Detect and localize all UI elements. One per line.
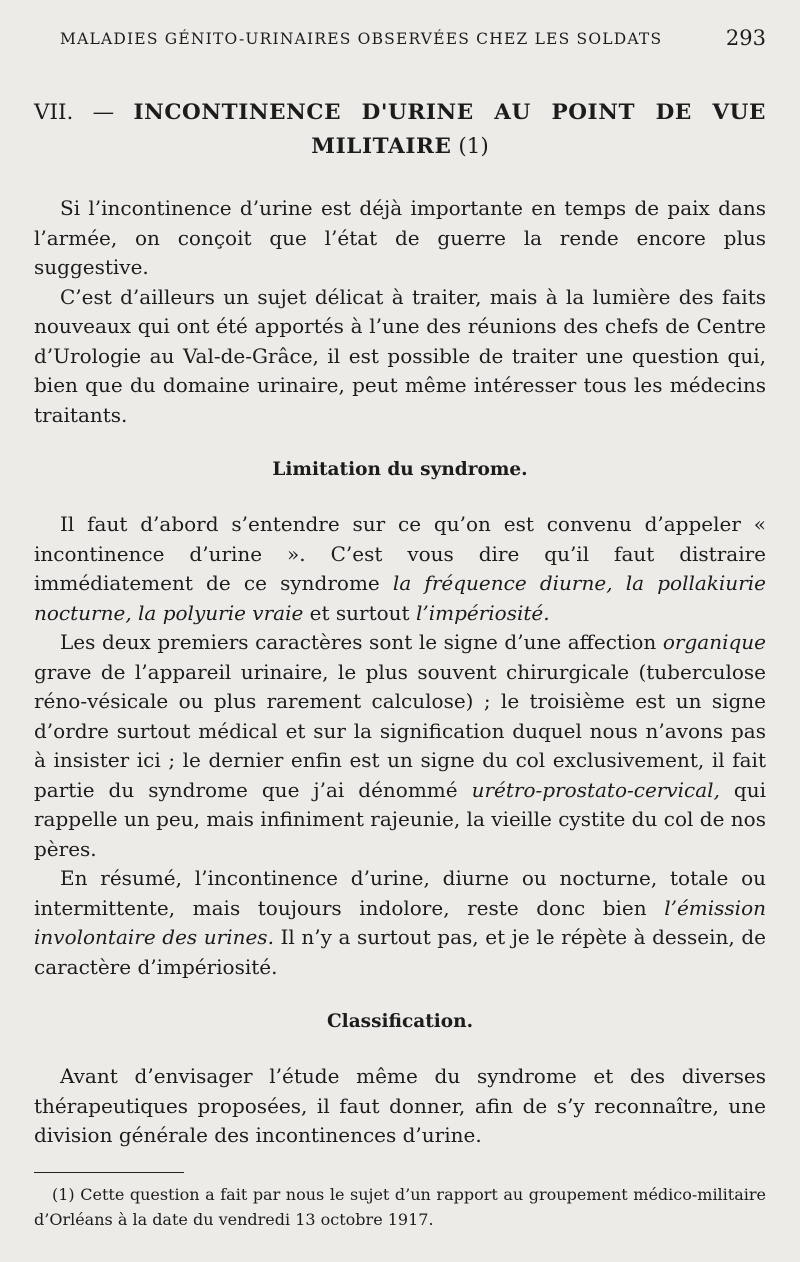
page-number: 293 bbox=[725, 26, 766, 50]
text-run: En résumé, l’incontinence d’urine, diurne ou nocturne, totale ou intermittente, mais toujours indolore, reste donc bien bbox=[34, 866, 766, 920]
text-run: et surtout bbox=[303, 600, 416, 625]
running-title: MALADIES GÉNITO-URINAIRES OBSERVÉES CHEZ LES SOLDATS bbox=[60, 30, 663, 48]
running-head bbox=[60, 26, 766, 50]
footnote-ref: (1) bbox=[458, 134, 489, 159]
footnote bbox=[34, 1182, 766, 1232]
text-run: grave de l’appareil urinaire, le plus souvent chirurgicale (tuberculose réno-vésicale ou plus rarement calculose) ; le troisième est un signe d’ordre surtout médical et sur la signification duquel nous n’avons pas à insister ici ; le dernier enfin est un signe du col exclusivement, il fait partie du syndrome que j’ai dénommé bbox=[34, 659, 766, 802]
chapter-title bbox=[34, 96, 766, 164]
paragraph bbox=[34, 283, 766, 431]
italic-text: organique bbox=[662, 630, 766, 654]
body-text bbox=[34, 194, 766, 1151]
footnote-text: Cette question a fait par nous le sujet d’un rapport au groupement médico-militaire d’Orléans à la date du vendredi 13 octobre 1917. bbox=[34, 1185, 766, 1229]
text-run: C’est d’ailleurs un sujet délicat à traiter, mais à la lumière des faits nouveaux qui ont été apportés à l’une des réunions des chefs de Centre d’Urologie au Val-de-Grâce, il est possible de traiter une question qui, bien que du domaine urinaire, peut même intéresser tous les médecins traitants. bbox=[34, 284, 766, 427]
paragraph bbox=[34, 1062, 766, 1151]
text-run: qui rappelle un peu, mais infiniment rajeunie, la vieille cystite du col de nos pères. bbox=[34, 777, 766, 861]
text-run: Les deux premiers caractères sont le signe d’une affection bbox=[60, 630, 663, 654]
paragraph bbox=[34, 510, 766, 628]
paragraph bbox=[34, 628, 766, 864]
text-run: Avant d’envisager l’étude même du syndrome et des diverses thérapeutiques proposées, il faut donner, afin de s’y reconnaître, une division générale des incontinences d’urine. bbox=[34, 1064, 766, 1147]
footnote-separator bbox=[34, 1172, 184, 1173]
chapter-title-text-2: MILITAIRE bbox=[311, 134, 452, 159]
text-run: Il faut d’abord s’entendre sur ce qu’on est convenu d’appeler « incontinence d’urine ». C’est vous dire qu’il faut distraire immédiatement de ce syndrome bbox=[34, 512, 766, 595]
chapter-title-text-1: INCONTINENCE D'URINE AU POINT DE VUE bbox=[133, 100, 766, 125]
section-heading-limitation: Limitation du syndrome. bbox=[272, 459, 528, 480]
chapter-title-line-2 bbox=[34, 130, 766, 164]
italic-text: l’émission involontaire des urines. bbox=[34, 895, 766, 949]
paragraph bbox=[34, 864, 766, 982]
chapter-title-line-1 bbox=[34, 96, 766, 130]
footnote-marker: (1) bbox=[52, 1185, 75, 1204]
text-run: Si l’incontinence d’urine est déjà importante en temps de paix dans l’armée, on conçoit que l’état de guerre la rende encore plus suggestive. bbox=[34, 196, 766, 279]
italic-text: la fréquence diurne, la pollakiurie nocturne, la polyurie vraie bbox=[34, 571, 766, 625]
paragraph bbox=[34, 194, 766, 283]
text-run: Il n’y a surtout pas, et je le répète à dessein, de caractère d’impériosité. bbox=[34, 925, 766, 979]
section-heading-classification: Classification. bbox=[326, 1011, 474, 1032]
chapter-number: VII. — bbox=[34, 100, 115, 125]
italic-text: urétro-prostato-cervical, bbox=[471, 777, 720, 802]
italic-text: l’impériosité. bbox=[415, 600, 550, 625]
